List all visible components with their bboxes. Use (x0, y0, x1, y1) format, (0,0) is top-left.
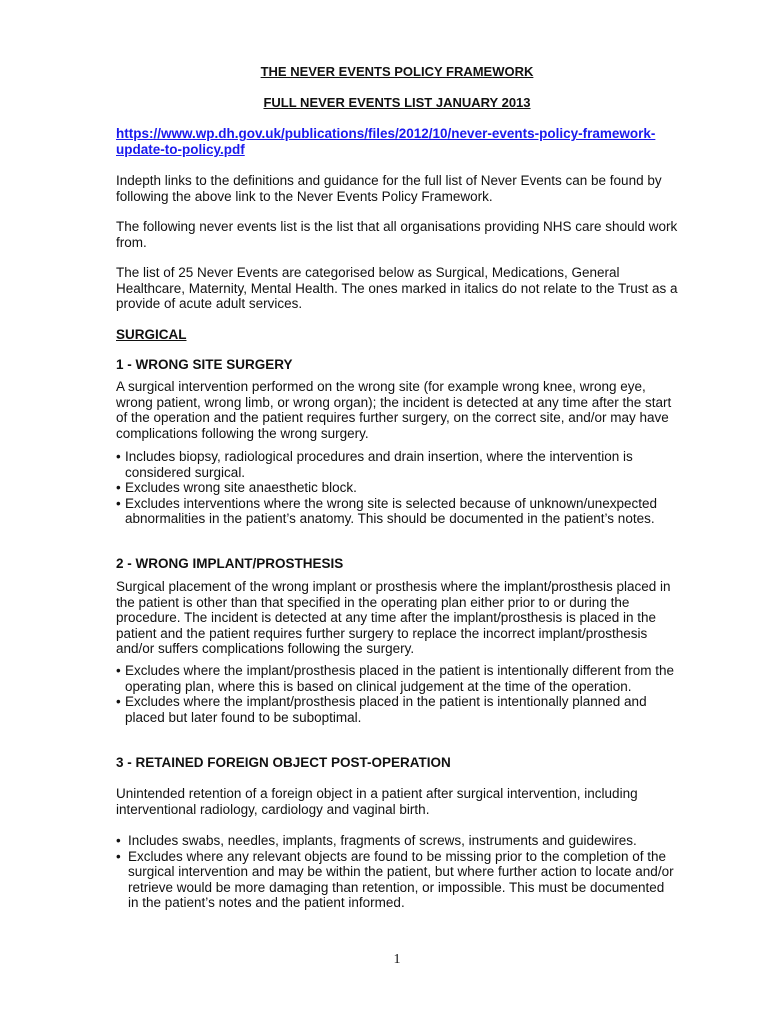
event-heading: 3 - RETAINED FOREIGN OBJECT POST-OPERATION (116, 755, 451, 770)
intro-paragraph: The following never events list is the list that all organisations providing NHS care should work from. (116, 219, 678, 250)
list-item: • Excludes where the implant/prosthesis placed in the patient is intentionally different from the operating plan, where this is based on clinical judgement at the time of the operation. (116, 663, 678, 694)
event-heading: 1 - WRONG SITE SURGERY (116, 357, 293, 372)
event-bullet-list (116, 449, 678, 527)
list-item: • Excludes where the implant/prosthesis placed in the patient is intentionally planned and placed but later found to be suboptimal. (116, 694, 678, 725)
event-description: Surgical placement of the wrong implant or prosthesis where the implant/prosthesis placed in the patient is other than that specified in the operating plan either prior to or during the procedure. The incident is detected at any time after the implant/prosthesis is placed in the patient and the patient requires further surgery to replace the incorrect implant/prosthesis and/or suffers complications following the surgery. (116, 579, 671, 656)
list-item: • Includes swabs, needles, implants, fragments of screws, instruments and guidewires. (116, 833, 678, 849)
page-number: 1 (393, 952, 401, 967)
policy-framework-link[interactable]: https://www.wp.dh.gov.uk/publications/files/2012/10/never-events-policy-framework-update-to-policy.pdf (116, 126, 656, 157)
list-item: • Excludes interventions where the wrong site is selected because of unknown/unexpected abnormalities in the patient’s anatomy. This should be documented in the patient’s notes. (116, 496, 678, 527)
event-bullet-list (116, 663, 678, 725)
section-heading-surgical: SURGICAL (116, 327, 187, 342)
event-description: Unintended retention of a foreign object in a patient after surgical intervention, including interventional radiology, cardiology and vaginal birth. (116, 786, 638, 817)
event-bullet-list (116, 833, 678, 911)
intro-paragraph: The list of 25 Never Events are categorised below as Surgical, Medications, General Healthcare, Maternity, Mental Health. The ones marked in italics do not relate to the Trust as a provide of acute adult services. (116, 265, 678, 311)
event-description: A surgical intervention performed on the wrong site (for example wrong knee, wrong eye, wrong patient, wrong limb, or wrong organ); the incident is detected at any time after the start of the operation and the patient requires further surgery, on the correct site, and/or may have complications following the wrong surgery. (116, 379, 672, 441)
list-item: • Excludes wrong site anaesthetic block. (116, 480, 678, 496)
document-title: THE NEVER EVENTS POLICY FRAMEWORK (260, 64, 534, 79)
list-item: • Excludes where any relevant objects are found to be missing prior to the completion of the surgical intervention and may be within the patient, but where further action to locate and/or retrieve would be more damaging than retention, or impossible. This must be documented in the patient’s notes and the patient informed. (116, 849, 678, 911)
list-item: • Includes biopsy, radiological procedures and drain insertion, where the intervention is considered surgical. (116, 449, 678, 480)
intro-paragraph: Indepth links to the definitions and guidance for the full list of Never Events can be found by following the above link to the Never Events Policy Framework. (116, 173, 662, 204)
document-subtitle: FULL NEVER EVENTS LIST JANUARY 2013 (263, 95, 531, 110)
event-heading: 2 - WRONG IMPLANT/PROSTHESIS (116, 556, 344, 571)
